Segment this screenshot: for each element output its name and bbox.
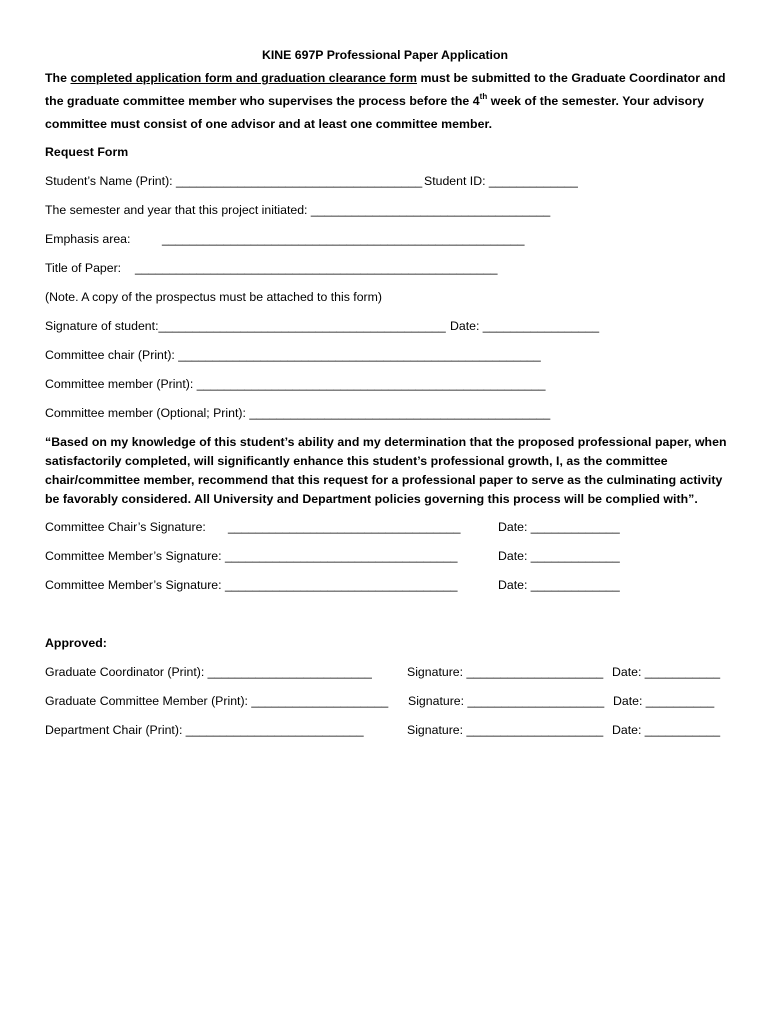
semester-field[interactable]: The semester and year that this project initiated: ___________________________________ [45,203,551,217]
approved-heading: Approved: [45,636,107,650]
student-name-field[interactable]: Student’s Name (Print): ____________________________________ [45,174,423,188]
required-forms-link: completed application form and graduation clearance form [70,71,417,85]
graduate-committee-member-field[interactable]: Graduate Committee Member (Print): ____________________ [45,694,389,708]
student-date-field[interactable]: Date: _________________ [450,319,600,333]
department-chair-date-field[interactable]: Date: ___________ [612,723,721,737]
intro-text: The [45,71,71,85]
statement-line-4: be favorably considered. All University and Department policies governing this process will be complied with”. [45,492,698,506]
section-heading: Request Form [45,145,129,159]
graduate-coordinator-field[interactable]: Graduate Coordinator (Print): ________________________ [45,665,372,679]
emphasis-label: Emphasis area: [45,232,131,246]
committee-member-optional-field[interactable]: Committee member (Optional; Print): ____________________________________________ [45,406,551,420]
member-signature-field[interactable]: Committee Member’s Signature: __________________________________ [45,578,458,592]
paper-title-field[interactable]: _____________________________________________________ [135,261,498,275]
statement-line-3: chair/committee member, recommend that this request for a professional paper to serve as the culminating activity [45,473,723,487]
intro-line-2 [45,93,704,109]
intro-line-3: committee must consist of one advisor and at least one committee member. [45,117,493,131]
statement-line-1: “Based on my knowledge of this student’s ability and my determination that the proposed professional paper, when [45,435,727,449]
ordinal-suffix: th [479,91,488,101]
member-date-field[interactable]: Date: _____________ [498,549,620,563]
committee-chair-field[interactable]: Committee chair (Print): _____________________________________________________ [45,348,541,362]
member-date-field[interactable]: Date: _____________ [498,578,620,592]
department-chair-field[interactable]: Department Chair (Print): __________________________ [45,723,364,737]
prospectus-note: (Note. A copy of the prospectus must be attached to this form) [45,290,382,304]
graduate-coordinator-signature-field[interactable]: Signature: ____________________ [407,665,604,679]
graduate-committee-member-signature-field[interactable]: Signature: ____________________ [408,694,605,708]
intro-text: must be submitted to the Graduate Coordinator and [416,71,726,85]
paper-title-label: Title of Paper: [45,261,122,275]
graduate-committee-member-date-field[interactable]: Date: __________ [613,694,715,708]
intro-text: week of the semester. Your advisory [487,94,704,108]
chair-date-field[interactable]: Date: _____________ [498,520,620,534]
statement-line-2: satisfactorily completed, will significantly enhance this student’s professional growth, I, as the committee [45,454,668,468]
member-signature-field[interactable]: Committee Member’s Signature: __________________________________ [45,549,458,563]
emphasis-field[interactable]: _____________________________________________________ [162,232,525,246]
committee-member-field[interactable]: Committee member (Print): ___________________________________________________ [45,377,546,391]
student-signature-field[interactable]: Signature of student:__________________________________________ [45,319,446,333]
intro-line-1 [45,70,726,86]
chair-signature-label: Committee Chair’s Signature: [45,520,206,534]
student-id-field[interactable]: Student ID: _____________ [424,174,578,188]
page-title: KINE 697P Professional Paper Application [261,48,509,62]
intro-text: the graduate committee member who supervises the process before the 4 [45,94,480,108]
graduate-coordinator-date-field[interactable]: Date: ___________ [612,665,721,679]
chair-signature-field[interactable]: __________________________________ [228,520,461,534]
department-chair-signature-field[interactable]: Signature: ____________________ [407,723,604,737]
